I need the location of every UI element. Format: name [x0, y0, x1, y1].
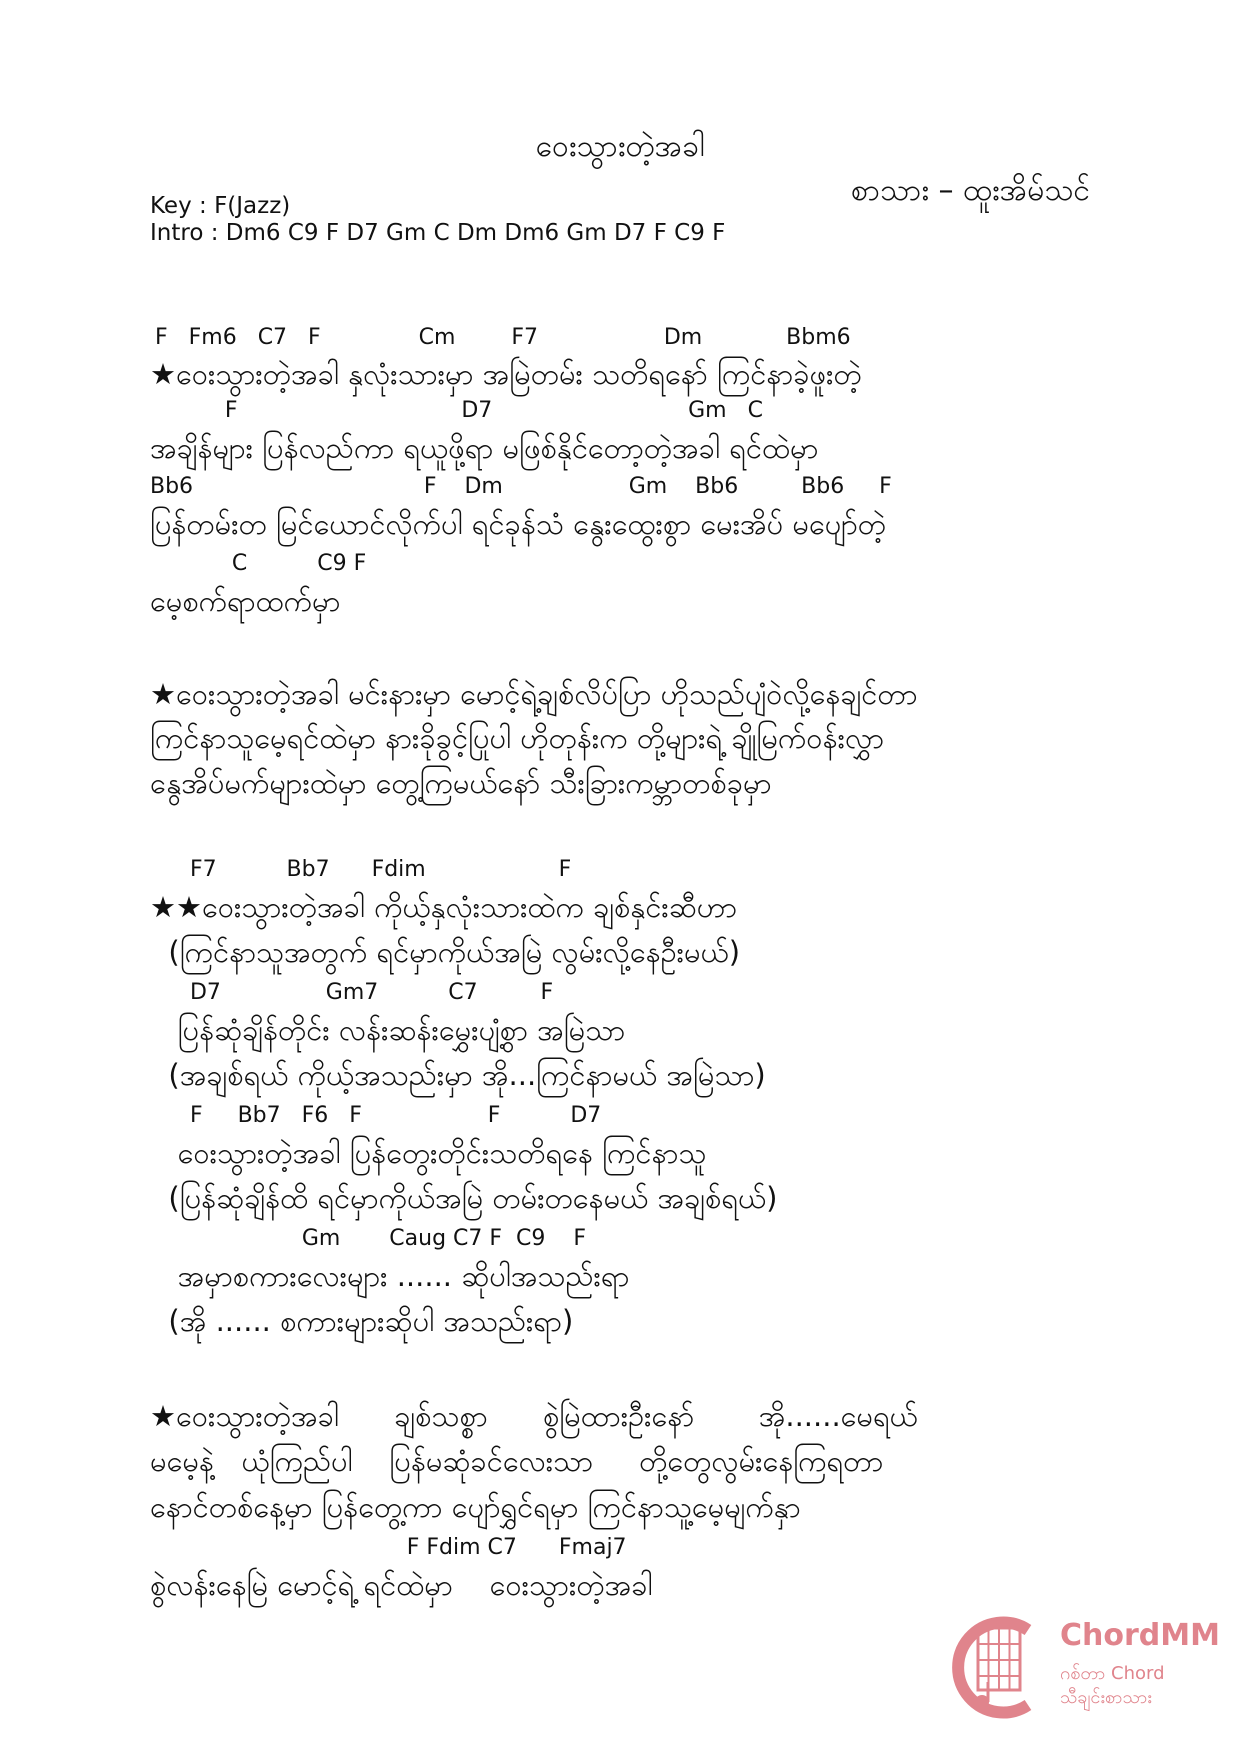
- lyric-line: နွေအိပ်မက်များထဲမှာ တွေ့ကြမယ်နော် သီးခြားကမ္ဘာတစ်ခုမှာ: [150, 766, 772, 800]
- chord-line: F Bb7 F6 F F D7: [155, 1103, 602, 1128]
- lyric-line: ကြင်နာသူမေ့ရင်ထဲမှာ နားခိုခွင့်ပြုပါ ဟိုတုန်းက တို့များရဲ့ ချိုမြက်ဝန်းလွှာ: [150, 721, 885, 755]
- lyric-line: ပြန်တမ်းတ မြင်ယောင်လိုက်ပါ ရင်ခုန်သံ နွေးထွေးစွာ မေးအိပ် မပျော်တဲ့: [150, 507, 887, 541]
- lyric-line: ★★ဝေးသွားတဲ့အခါ ကိုယ့်နှလုံးသားထဲက ချစ်နှင်းဆီဟာ: [150, 890, 738, 924]
- lyric-line: စွဲလန်းနေမြဲ မောင့်ရဲ့ ရင်ထဲမှာ ဝေးသွားတဲ့အခါ: [150, 1568, 653, 1602]
- lyric-line: (ကြင်နာသူအတွက် ရင်မှာကိုယ်အမြဲ လွမ်းလို့နေဦးမယ်): [150, 935, 741, 969]
- logo-subtitle: [1060, 1662, 1165, 1710]
- lyric-line: အချိန်များ ပြန်လည်ကာ ရယူဖို့ရာ မဖြစ်နိုင်တော့တဲ့အခါ ရင်ထဲမှာ: [150, 431, 819, 465]
- lyric-line: မမေ့နဲ့ ယုံကြည်ပါ ပြန်မဆုံခင်လေးသာ တို့တွေလွမ်းနေကြရတာ: [150, 1444, 884, 1478]
- logo-subtitle-line: သီချင်းစာသား: [1060, 1687, 1152, 1708]
- chord-line: D7 Gm7 C7 F: [155, 980, 554, 1005]
- chord-line: F Fdim C7 Fmaj7: [155, 1535, 627, 1560]
- chord-line: Gm Caug C7 F C9 F: [155, 1226, 587, 1251]
- lyric-line: အမှာစကားလေးများ ...... ဆိုပါအသည်းရာ: [150, 1259, 630, 1293]
- lyric-line: ★ဝေးသွားတဲ့အခါ မင်းနားမှာ မောင့်ရဲ့ချစ်လိပ်ပြာ ဟိုသည်ပျံဝဲလို့နေချင်တာ: [150, 677, 918, 711]
- chord-line: F D7 Gm C: [155, 398, 763, 423]
- lyric-line: ပြန်ဆုံချိန်တိုင်း လန်းဆန်းမွှေးပျံ့စွာ အမြဲသာ: [150, 1013, 626, 1047]
- chordmm-logo: [950, 1610, 1220, 1730]
- lyric-line: ★ဝေးသွားတဲ့အခါ နှလုံးသားမှာ အမြဲတမ်း သတိရနော် ကြင်နာခဲ့ဖူးတဲ့: [150, 357, 862, 391]
- lyric-line: မေ့စက်ရာထက်မှာ: [150, 584, 341, 618]
- chord-line: F Fm6 C7 F Cm F7 Dm Bbm6: [155, 325, 851, 350]
- lyric-line: (ပြန်ဆုံချိန်ထိ ရင်မှာကိုယ်အမြဲ တမ်းတနေမယ် အချစ်ရယ်): [150, 1181, 778, 1215]
- chord-line: C C9 F: [155, 551, 367, 576]
- lyric-line: (အို ...... စကားများဆိုပါ အသည်းရာ): [150, 1304, 574, 1338]
- lyric-line: (အချစ်ရယ် ကိုယ့်အသည်းမှာ အို...ကြင်နာမယ် အမြဲသာ): [150, 1058, 766, 1092]
- song-author: စာသား – ထူးအိမ်သင်: [850, 173, 1090, 208]
- chord-line: Bb6 F Dm Gm Bb6 Bb6 F: [150, 474, 892, 499]
- lyric-line: ★ဝေးသွားတဲ့အခါ ချစ်သစ္စာ စွဲမြဲထားဦးနော် အို......မေရယ်: [150, 1399, 918, 1433]
- logo-name: ChordMM: [1060, 1618, 1220, 1653]
- logo-subtitle-line: ဂစ်တာ Chord: [1060, 1663, 1165, 1684]
- lyric-line: ဝေးသွားတဲ့အခါ ပြန်တွေးတိုင်းသတိရနေ ကြင်နာသူ: [150, 1136, 707, 1170]
- song-title: ဝေးသွားတဲ့အခါ: [535, 129, 705, 164]
- chord-line: F7 Bb7 Fdim F: [155, 857, 572, 882]
- guitar-chord-logo-icon: [950, 1610, 1050, 1720]
- lyric-line: နောင်တစ်နေ့မှာ ပြန်တွေ့ကာ ပျော်ရွှင်ရမှာ ကြင်နာသူ့မေ့မျက်နှာ: [150, 1490, 801, 1524]
- song-key: Key : F(Jazz): [150, 193, 291, 219]
- song-intro: Intro : Dm6 C9 F D7 Gm C Dm Dm6 Gm D7 F C9 F: [150, 220, 726, 246]
